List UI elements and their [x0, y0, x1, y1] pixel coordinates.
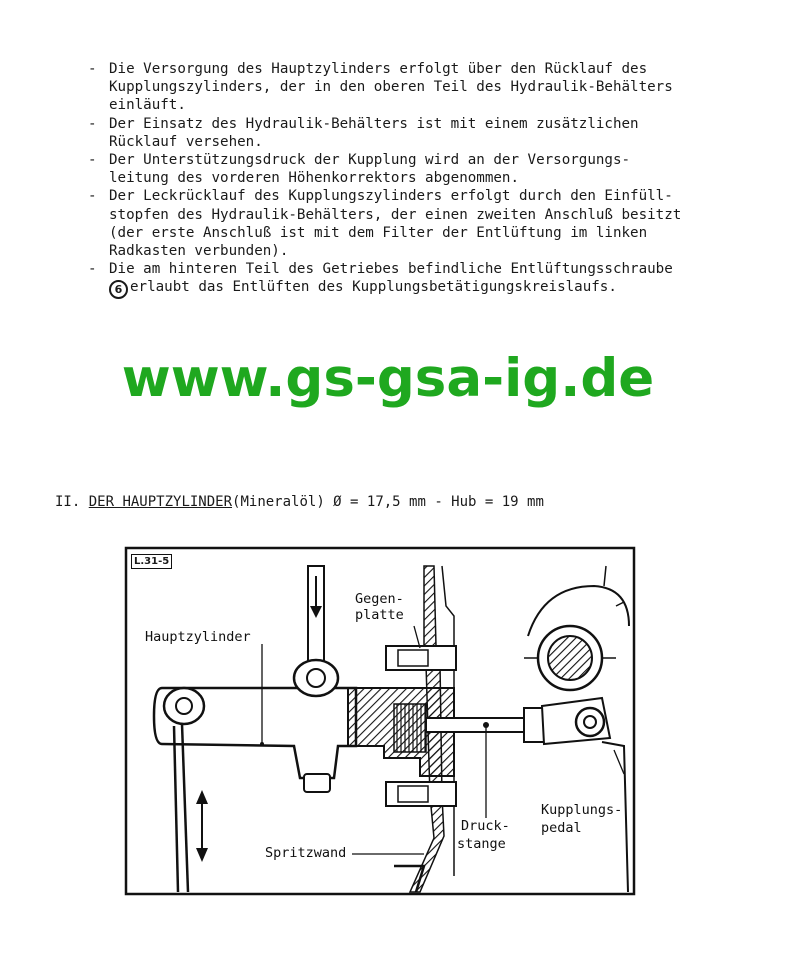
bullet-line: Radkasten verbunden). — [109, 243, 289, 260]
circled-number-marker: 6 — [109, 280, 128, 299]
bullet-item-1 — [88, 60, 748, 115]
label-gegenplatte-line2: platte — [355, 607, 404, 623]
label-spritzwand: Spritzwand — [265, 845, 347, 861]
bullet-line: - Der Einsatz des Hydraulik-Behälters ist mit einem zusätzlichen — [109, 115, 639, 132]
label-gegenplatte-line1: Gegen- — [355, 591, 404, 607]
bullet-list — [88, 60, 748, 299]
label-hauptzylinder: Hauptzylinder — [145, 629, 251, 645]
section-heading — [55, 494, 544, 510]
bullet-line: einläuft. — [109, 97, 186, 114]
bullet-line: erlaubt das Entlüften des Kupplungsbetätigungskreislaufs. — [130, 279, 617, 296]
bullet-line: - Die am hinteren Teil des Getriebes befindliche Entlüftungsschraube — [109, 261, 673, 278]
bullet-line: - Die Versorgung des Hauptzylinders erfolgt über den Rücklauf des — [109, 61, 648, 77]
label-druckstange-line2: stange — [457, 836, 506, 852]
bullet-item-2 — [88, 115, 748, 151]
bullet-item-3 — [88, 151, 748, 187]
bullet-line: Rücklauf versehen. — [109, 133, 263, 150]
section-number: II. — [55, 494, 81, 510]
bullet-line: - Der Leckrücklauf des Kupplungszylinders erfolgt durch den Einfüll- — [109, 188, 673, 205]
label-druckstange-line1: Druck- — [461, 818, 510, 834]
bullet-item-5 — [88, 260, 748, 299]
section-title: DER HAUPTZYLINDER — [88, 494, 233, 510]
section-specs: (Mineralöl) Ø = 17,5 mm - Hub = 19 mm — [232, 494, 544, 510]
bullet-line: (der erste Anschluß ist mit dem Filter der Entlüftung im linken — [109, 224, 648, 241]
bullet-line: leitung des vorderen Höhenkorrektors abgenommen. — [109, 170, 519, 187]
label-kupplungspedal-line2: pedal — [541, 820, 582, 836]
bullet-item-4 — [88, 187, 748, 260]
website-watermark: www.gs-gsa-ig.de — [121, 348, 655, 409]
bullet-line-with-marker — [109, 278, 748, 299]
bullet-line: - Der Unterstützungsdruck der Kupplung wird an der Versorgungs- — [109, 152, 631, 169]
label-kupplungspedal-line1: Kupplungs- — [541, 802, 623, 818]
figure-id: L.31-5 — [131, 554, 172, 569]
bullet-line: Kupplungszylinders, der in den oberen Teil des Hydraulik-Behälters — [109, 79, 673, 96]
bullet-line: stopfen des Hydraulik-Behälters, der einen zweiten Anschluß besitzt — [109, 206, 682, 223]
